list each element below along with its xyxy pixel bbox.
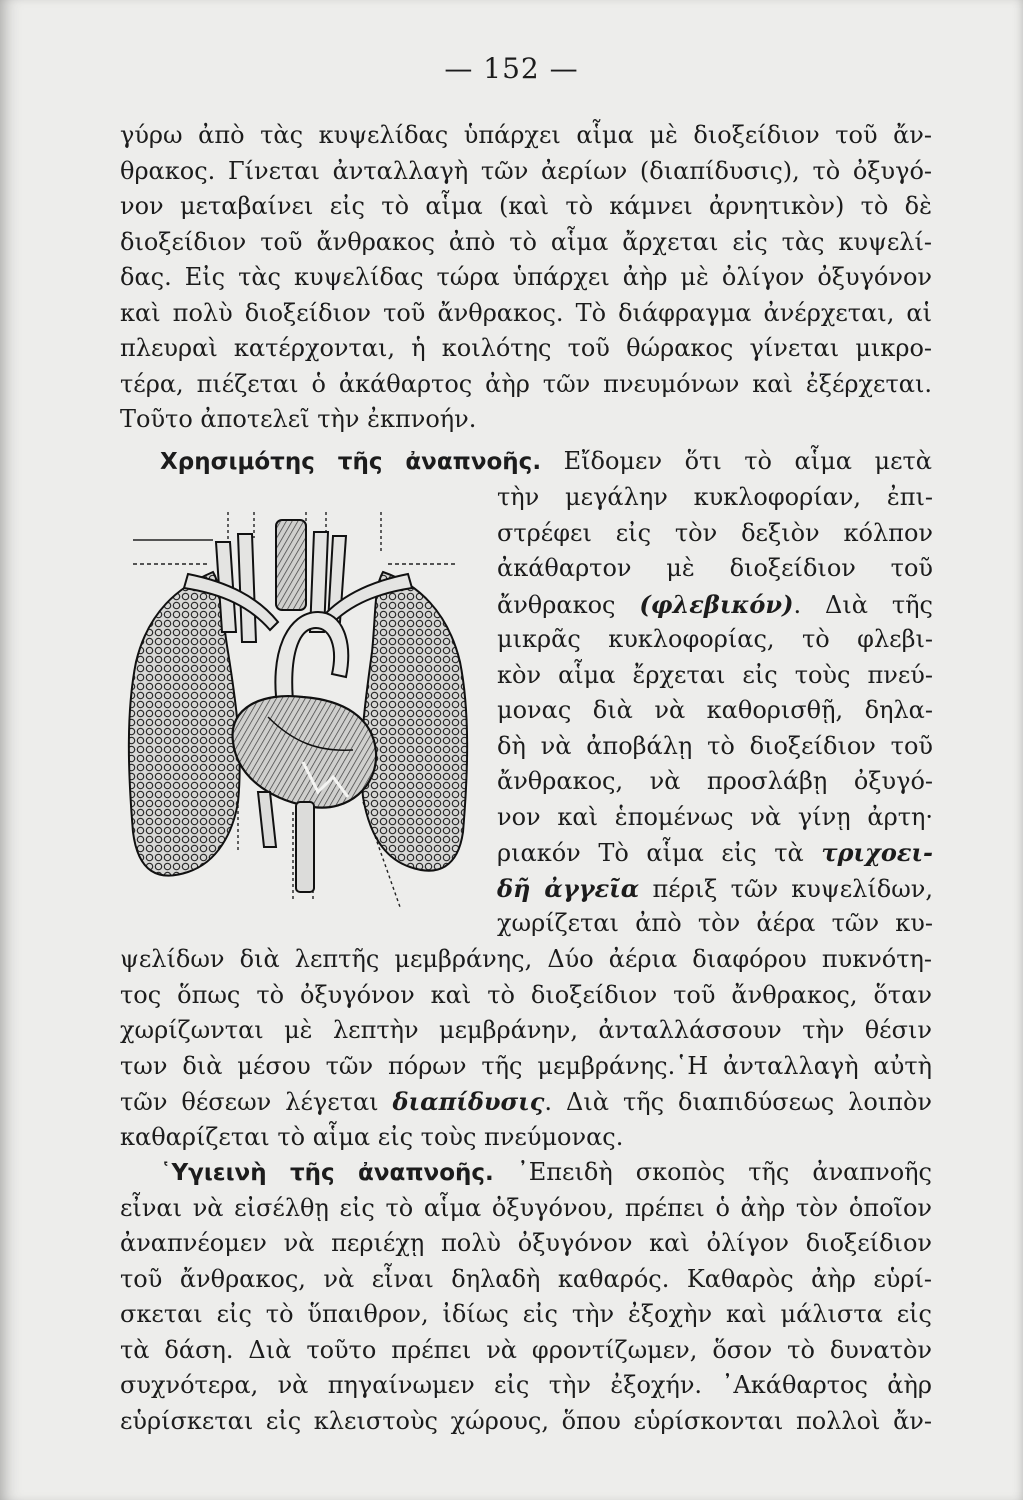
page-number: — 152 — xyxy=(444,52,579,85)
text-line: χωρίζεται ἀπὸ τὸν ἀέρα τῶν κυ- xyxy=(497,909,933,937)
text-line: εἶναι νὰ εἰσέλθῃ εἰς τὸ αἷμα ὀξυγόνου, πρέπει ὁ ἀὴρ τὸν ὁποῖον xyxy=(120,1193,932,1222)
text-line: στρέφει εἰς τὸν δεξιὸν κόλπον xyxy=(497,518,933,547)
text-line: τὴν μεγάλην κυκλοφορίαν, ἐπι- xyxy=(497,483,933,511)
text-line: κὸν αἷμα ἔρχεται εἰς τοὺς πνεύ- xyxy=(497,660,933,689)
text-run: πέριξ τῶν κυψελίδων, xyxy=(639,874,933,903)
text-line: σκεται εἰς τὸ ὕπαιθρον, ἰδίως εἰς τὴν ἐξοχὴν καὶ μάλιστα εἰς xyxy=(120,1300,932,1328)
text-line: ψελίδων διὰ λεπτῆς μεμβράνης, Δύο ἀέρια διαφόρου πυκνότη- xyxy=(120,945,932,973)
text-run: Εἴδομεν ὅτι τὸ αἷμα μετὰ xyxy=(541,447,932,475)
text-line: γύρω ἀπὸ τὰς κυψελίδας ὑπάρχει αἷμα μὲ διοξείδιον τοῦ ἄν- xyxy=(120,121,932,149)
text-line: ἀκάθαρτον μὲ διοξείδιον τοῦ xyxy=(497,554,933,582)
term-diffusion: διαπίδυσις xyxy=(392,1087,545,1116)
wrapped-text-column xyxy=(497,480,933,942)
text-run: ἄνθρακος xyxy=(497,590,640,619)
text-line: πλευραὶ κατέρχονται, ἡ κοιλότης τοῦ θώρακος γίνεται μικρο- xyxy=(120,334,932,362)
section-usefulness-first-line xyxy=(120,444,932,480)
text-line: καὶ πολὺ διοξείδιον τοῦ ἄνθρακος. Τὸ διάφραγμα ἀνέρχεται, αἱ xyxy=(120,298,932,327)
text-line: δας. Εἰς τὰς κυψελίδας τώρα ὑπάρχει ἀὴρ μὲ ὀλίγον ὀξυγόνον xyxy=(120,263,932,291)
text-line: θρακος. Γίνεται ἀνταλλαγὴ τῶν ἀερίων (διαπίδυσις), τὸ ὀξυγό- xyxy=(120,156,932,185)
text-line: μονας διὰ νὰ καθορισθῇ, δηλα- xyxy=(497,696,933,724)
text-line: χωρίζωνται μὲ λεπτὴν μεμβράνην, ἀνταλλάσσουν τὴν θέσιν xyxy=(120,1016,932,1044)
paragraph-diffusion-continued xyxy=(120,942,932,1439)
text-line: συχνότερα, νὰ πηγαίνωμεν εἰς τὴν ἐξοχήν. ᾿Ακάθαρτος ἀὴρ xyxy=(120,1371,932,1399)
text-line: εὑρίσκεται εἰς κλειστοὺς χώρους, ὅπου εὑρίσκονται πολλοὶ ἄν- xyxy=(120,1406,932,1435)
text-line: τέρα, πιέζεται ὁ ἀκάθαρτος ἀὴρ τῶν πνευμόνων καὶ ἐξέρχεται. xyxy=(120,369,932,398)
term-venous: (φλεβικόν) xyxy=(639,589,794,619)
term-capillary: δῆ ἀγγεῖα xyxy=(497,873,640,903)
text-run: . Διὰ τῆς xyxy=(793,590,933,619)
term-capillary: τριχοει- xyxy=(821,838,933,867)
text-line: διοξείδιον τοῦ ἄνθρακος ἀπὸ τὸ αἷμα ἄρχεται εἰς τὰς κυψελί- xyxy=(120,227,932,256)
text-line: των διὰ μέσου τῶν πόρων τῆς μεμβράνης.῾Η ἀνταλλαγὴ αὐτὴ xyxy=(120,1051,932,1080)
text-line: νον καὶ ἑπομένως νὰ γίνῃ ἀρτη· xyxy=(497,802,933,831)
text-line: τὰ δάση. Διὰ τοῦτο πρέπει νὰ φροντίζωμεν, ὅσον τὸ δυνατὸν xyxy=(120,1335,932,1364)
text-run: τῶν θέσεων λέγεται xyxy=(120,1088,393,1116)
text-line: τοῦ ἄνθρακος, νὰ εἶναι δηλαδὴ καθαρός. Καθαρὸς ἀὴρ εὑρί- xyxy=(120,1264,932,1293)
section-heading-hygiene: ῾Υγιεινὴ τῆς ἀναπνοῆς. xyxy=(160,1160,494,1186)
text-line: νον μεταβαίνει εἰς τὸ αἷμα (καὶ τὸ κάμνει ἀρνητικὸν) τὸ δὲ xyxy=(120,192,932,220)
text-line: τος ὅπως τὸ ὀξυγόνον καὶ τὸ διοξείδιον τοῦ ἄνθρακος, ὅταν xyxy=(120,980,932,1009)
text-line: ἀναπνέομεν νὰ περιέχῃ πολὺ ὀξυγόνον καὶ ὀλίγον διοξείδιον xyxy=(120,1229,932,1257)
section-heading-usefulness: Χρησιμότης τῆς ἀναπνοῆς. xyxy=(160,449,542,475)
text-line: μικρᾶς κυκλοφορίας, τὸ φλεβι- xyxy=(497,625,933,653)
text-line: δὴ νὰ ἀποβάλῃ τὸ διοξείδιον τοῦ xyxy=(497,731,933,760)
text-run: . Διὰ τῆς διαπιδύσεως λοιπὸν xyxy=(544,1088,932,1116)
text-run: ᾿Επειδὴ σκοπὸς τῆς ἀναπνοῆς xyxy=(493,1158,933,1186)
paragraph-exhalation xyxy=(120,118,932,438)
text-run: ριακόν Τὸ αἷμα εἰς τὰ xyxy=(497,839,822,867)
text-line: ἄνθρακος, νὰ προσλάβῃ ὀξυγό- xyxy=(497,767,933,795)
text-line: Τοῦτο ἀποτελεῖ τὴν ἐκπνοήν. xyxy=(120,405,477,433)
text-line: καθαρίζεται τὸ αἷμα εἰς τοὺς πνεύμονας. xyxy=(120,1122,624,1151)
lungs-heart-illustration xyxy=(118,502,478,912)
